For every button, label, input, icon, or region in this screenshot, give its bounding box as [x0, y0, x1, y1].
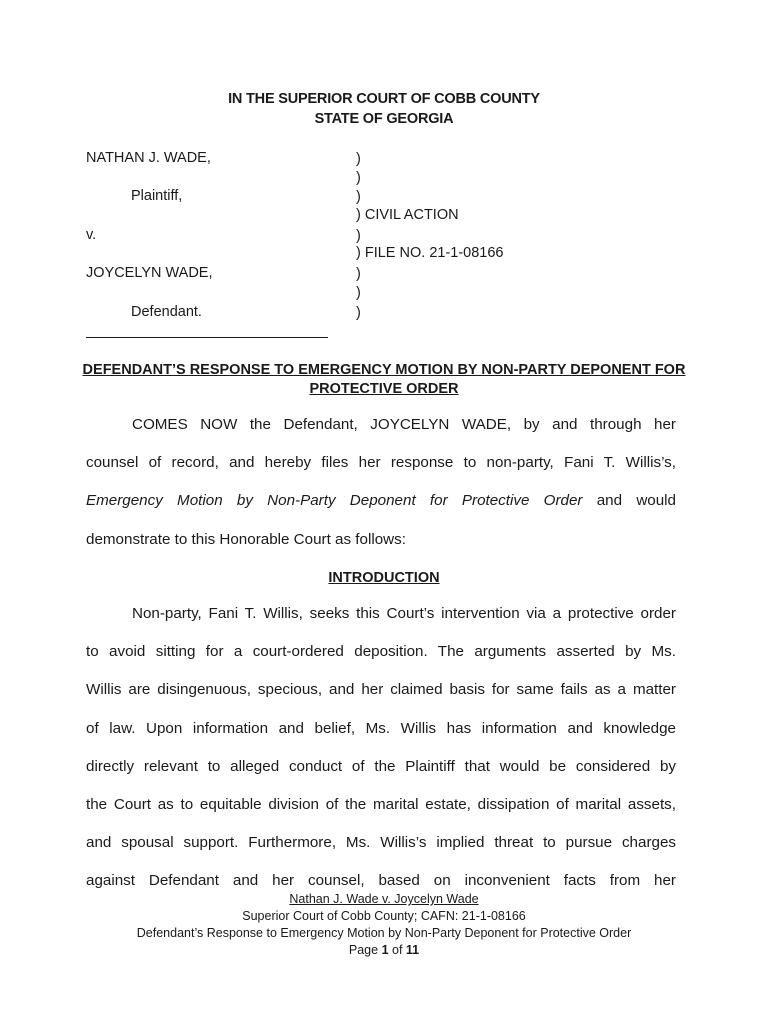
caption-paren: ): [356, 266, 361, 283]
footer-court-info: Superior Court of Cobb County; CAFN: 21-1-08166: [242, 909, 526, 923]
page-current: 1: [381, 943, 389, 957]
caption-paren: ): [356, 170, 361, 187]
caption-paren: ): [356, 285, 361, 302]
caption-paren: ): [356, 304, 361, 321]
civil-action-label: ) CIVIL ACTION: [356, 207, 459, 223]
footer-page-number: [0, 942, 768, 958]
introduction-heading: INTRODUCTION: [328, 570, 440, 586]
footer-case-name-text: Nathan J. Wade v. Joycelyn Wade: [289, 892, 479, 906]
page-total: 11: [405, 943, 420, 957]
paragraph-intro: [86, 415, 676, 568]
footer-case-name: [0, 891, 768, 907]
page-prefix: Page: [348, 943, 382, 957]
paragraph-introduction-body: [86, 604, 676, 910]
paragraph-line: the Court as to equitable division of the marital estate, dissipation of marital assets,: [86, 795, 676, 813]
document-title-line1: DEFENDANT’S RESPONSE TO EMERGENCY MOTION BY NON-PARTY DEPONENT FOR: [82, 362, 686, 378]
file-number: ) FILE NO. 21-1-08166: [356, 245, 504, 261]
paragraph-line: demonstrate to this Honorable Court as follows:: [86, 530, 406, 548]
caption-paren: ): [356, 189, 361, 206]
paragraph-line: Willis are disingenuous, specious, and her claimed basis for same fails as a matter: [86, 681, 676, 699]
versus-label: v.: [86, 227, 97, 243]
paragraph-line: directly relevant to alleged conduct of the Plaintiff that would be considered by: [86, 757, 676, 775]
plaintiff-role: Plaintiff,: [131, 188, 183, 204]
document-title-line2: PROTECTIVE ORDER: [309, 381, 459, 397]
paragraph-line: of law. Upon information and belief, Ms. Willis has information and knowledge: [86, 719, 676, 737]
defendant-role: Defendant.: [131, 304, 202, 320]
paragraph-line: to avoid sitting for a court-ordered deposition. The arguments asserted by Ms.: [86, 643, 676, 661]
plaintiff-name: NATHAN J. WADE,: [86, 150, 211, 166]
caption-paren-column: [356, 150, 376, 323]
footer-document-title: Defendant’s Response to Emergency Motion by Non-Party Deponent for Protective Order: [136, 926, 632, 940]
paragraph-line: and spousal support. Furthermore, Ms. Willis’s implied threat to pursue charges: [86, 834, 676, 852]
caption-paren: ): [356, 227, 361, 244]
paragraph-line: [86, 491, 676, 529]
caption-paren: ): [356, 151, 361, 167]
caption-divider: [86, 337, 328, 338]
page-of: of: [388, 943, 406, 957]
defendant-name: JOYCELYN WADE,: [86, 265, 213, 281]
court-heading-line2: STATE OF GEORGIA: [314, 111, 454, 127]
motion-title-italic: Emergency Motion by Non-Party Deponent for Protective Order: [86, 492, 583, 510]
paragraph-line: counsel of record, and hereby files her response to non-party, Fani T. Willis’s,: [86, 454, 676, 472]
court-heading-line1: IN THE SUPERIOR COURT OF COBB COUNTY: [228, 91, 540, 107]
paragraph-line-tail: and would: [582, 492, 677, 510]
paragraph-line: Non-party, Fani T. Willis, seeks this Court’s intervention via a protective order: [132, 605, 676, 622]
paragraph-line: COMES NOW the Defendant, JOYCELYN WADE, by and through her: [132, 416, 676, 433]
paragraph-line: against Defendant and her counsel, based on inconvenient facts from her: [86, 872, 676, 890]
